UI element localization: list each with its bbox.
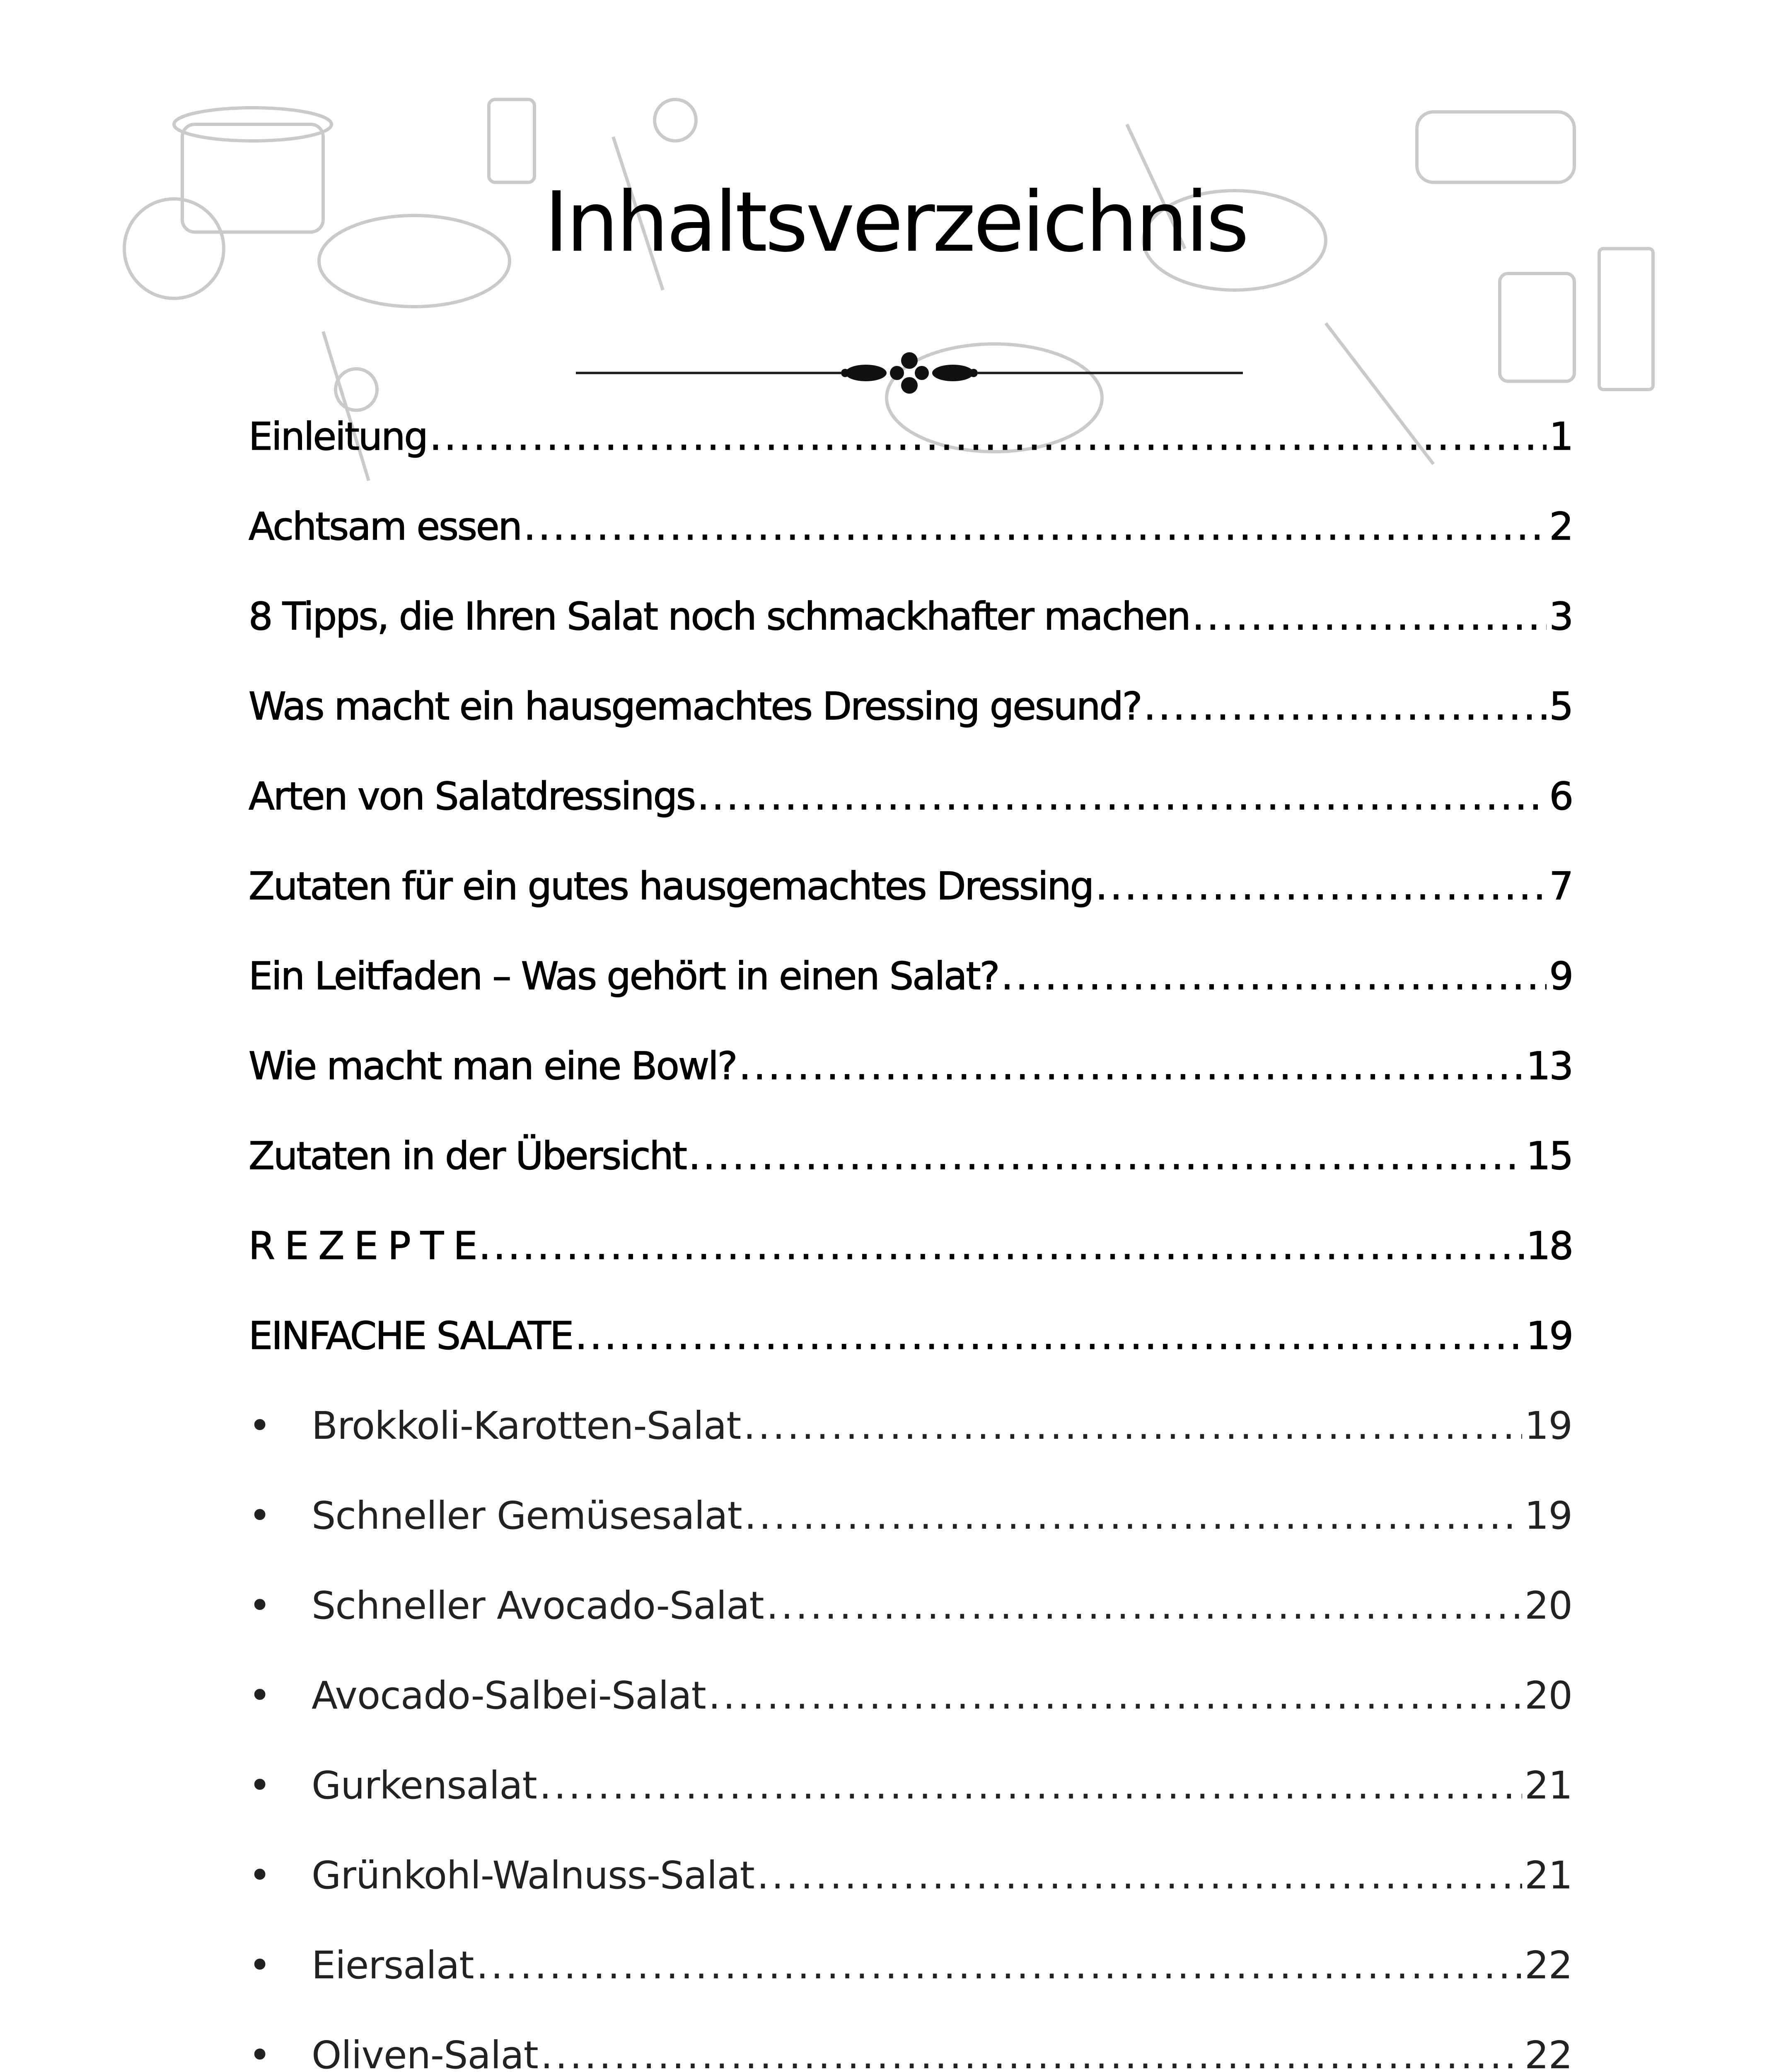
toc-entry-page-number: 19 [1526,1314,1572,1358]
toc-entry[interactable] [249,2033,1572,2072]
toc-entry-page-number: 19 [1524,1404,1572,1448]
toc-entry-page-number: 3 [1549,594,1572,639]
toc-entry-label: R E Z E P T E [249,1224,476,1268]
dot-leader [1001,954,1547,998]
toc-entry[interactable] [249,594,1572,652]
toc-entry-page-number: 15 [1526,1134,1572,1178]
toc-entry[interactable] [249,1044,1572,1102]
toc-entry-label: Einleitung [249,414,427,459]
toc-entry-label: Oliven-Salat [312,2033,538,2072]
toc-entry-page-number: 9 [1549,954,1572,998]
toc-entry[interactable] [249,774,1572,832]
toc-entry-label: Arten von Salatdressings [249,774,695,818]
dot-leader [766,1583,1522,1628]
dot-leader [1192,594,1547,639]
bullet-icon [249,1493,312,1538]
toc-entry-page-number: 13 [1526,1044,1572,1088]
toc-entry[interactable] [249,684,1572,742]
bullet-icon [249,2033,312,2072]
toc-entry-label: Gurkensalat [312,1763,537,1808]
toc-entry[interactable] [249,1314,1572,1372]
toc-entry-page-number: 6 [1549,774,1572,818]
bullet-icon [249,1404,312,1448]
toc-entry-label: Zutaten in der Übersicht [249,1134,686,1178]
toc-entry[interactable] [249,1943,1572,2001]
page-title: Inhaltsverzeichnis [544,174,1247,271]
dot-leader [476,1943,1522,1987]
dot-leader [757,1853,1522,1898]
bullet-icon [249,1763,312,1808]
bullet-icon [249,1943,312,1987]
toc-entry-label: Eiersalat [312,1943,474,1987]
flourish-divider [576,348,1243,398]
toc-entry[interactable] [249,1134,1572,1192]
toc-entry[interactable] [249,1853,1572,1911]
toc-entry-label: Achtsam essen [249,504,521,549]
toc-entry-label: Grünkohl-Walnuss-Salat [312,1853,754,1898]
dot-leader [479,1224,1523,1268]
toc-entry-page-number: 20 [1524,1583,1572,1628]
dot-leader [697,774,1547,818]
dot-leader [689,1134,1524,1178]
toc-entry-page-number: 18 [1526,1224,1572,1268]
toc-entry-page-number: 21 [1524,1763,1572,1808]
dot-leader [744,1493,1522,1538]
dot-leader [539,1763,1522,1808]
toc-entry[interactable] [249,1673,1572,1731]
toc-entry[interactable] [249,414,1572,472]
toc-entry-label: 8 Tipps, die Ihren Salat noch schmackhafter machen [249,594,1190,639]
toc-entry-page-number: 2 [1549,504,1572,549]
bullet-icon [249,1673,312,1718]
toc-entry[interactable] [249,864,1572,922]
dot-leader [1095,864,1547,908]
toc-entry-label: Schneller Gemüsesalat [312,1493,742,1538]
dot-leader [1144,684,1547,729]
dot-leader [708,1673,1522,1718]
toc-entry-label: Ein Leitfaden – Was gehört in einen Salat? [249,954,999,998]
toc-entry[interactable] [249,1583,1572,1641]
toc-entry-page-number: 22 [1524,2033,1572,2072]
toc-entry-label: Avocado-Salbei-Salat [312,1673,706,1718]
toc-entry-label: Wie macht man eine Bowl? [249,1044,737,1088]
toc-entry-label: Schneller Avocado-Salat [312,1583,764,1628]
dot-leader [430,414,1547,459]
toc-entry[interactable] [249,1493,1572,1552]
toc-entry-page-number: 5 [1549,684,1572,729]
toc-entry-page-number: 19 [1524,1493,1572,1538]
dot-leader [743,1404,1522,1448]
toc-entry[interactable] [249,954,1572,1012]
toc-entry-label: Was macht ein hausgemachtes Dressing gesund? [249,684,1141,729]
toc-entry[interactable] [249,504,1572,562]
toc-entry-page-number: 7 [1549,864,1572,908]
dot-leader [739,1044,1523,1088]
toc-entry-label: EINFACHE SALATE [249,1314,573,1358]
toc-entry-page-number: 20 [1524,1673,1572,1718]
dot-leader [524,504,1547,549]
toc-entry-label: Brokkoli-Karotten-Salat [312,1404,741,1448]
toc-entry-page-number: 22 [1524,1943,1572,1987]
dot-leader [541,2033,1522,2072]
bullet-icon [249,1853,312,1898]
toc-entry-page-number: 1 [1549,414,1572,459]
toc-entry[interactable] [249,1224,1572,1282]
bullet-icon [249,1583,312,1628]
toc-entry[interactable] [249,1404,1572,1462]
toc-entry-label: Zutaten für ein gutes hausgemachtes Dressing [249,864,1093,908]
toc-entry-page-number: 21 [1524,1853,1572,1898]
toc-entry[interactable] [249,1763,1572,1821]
dot-leader [575,1314,1524,1358]
